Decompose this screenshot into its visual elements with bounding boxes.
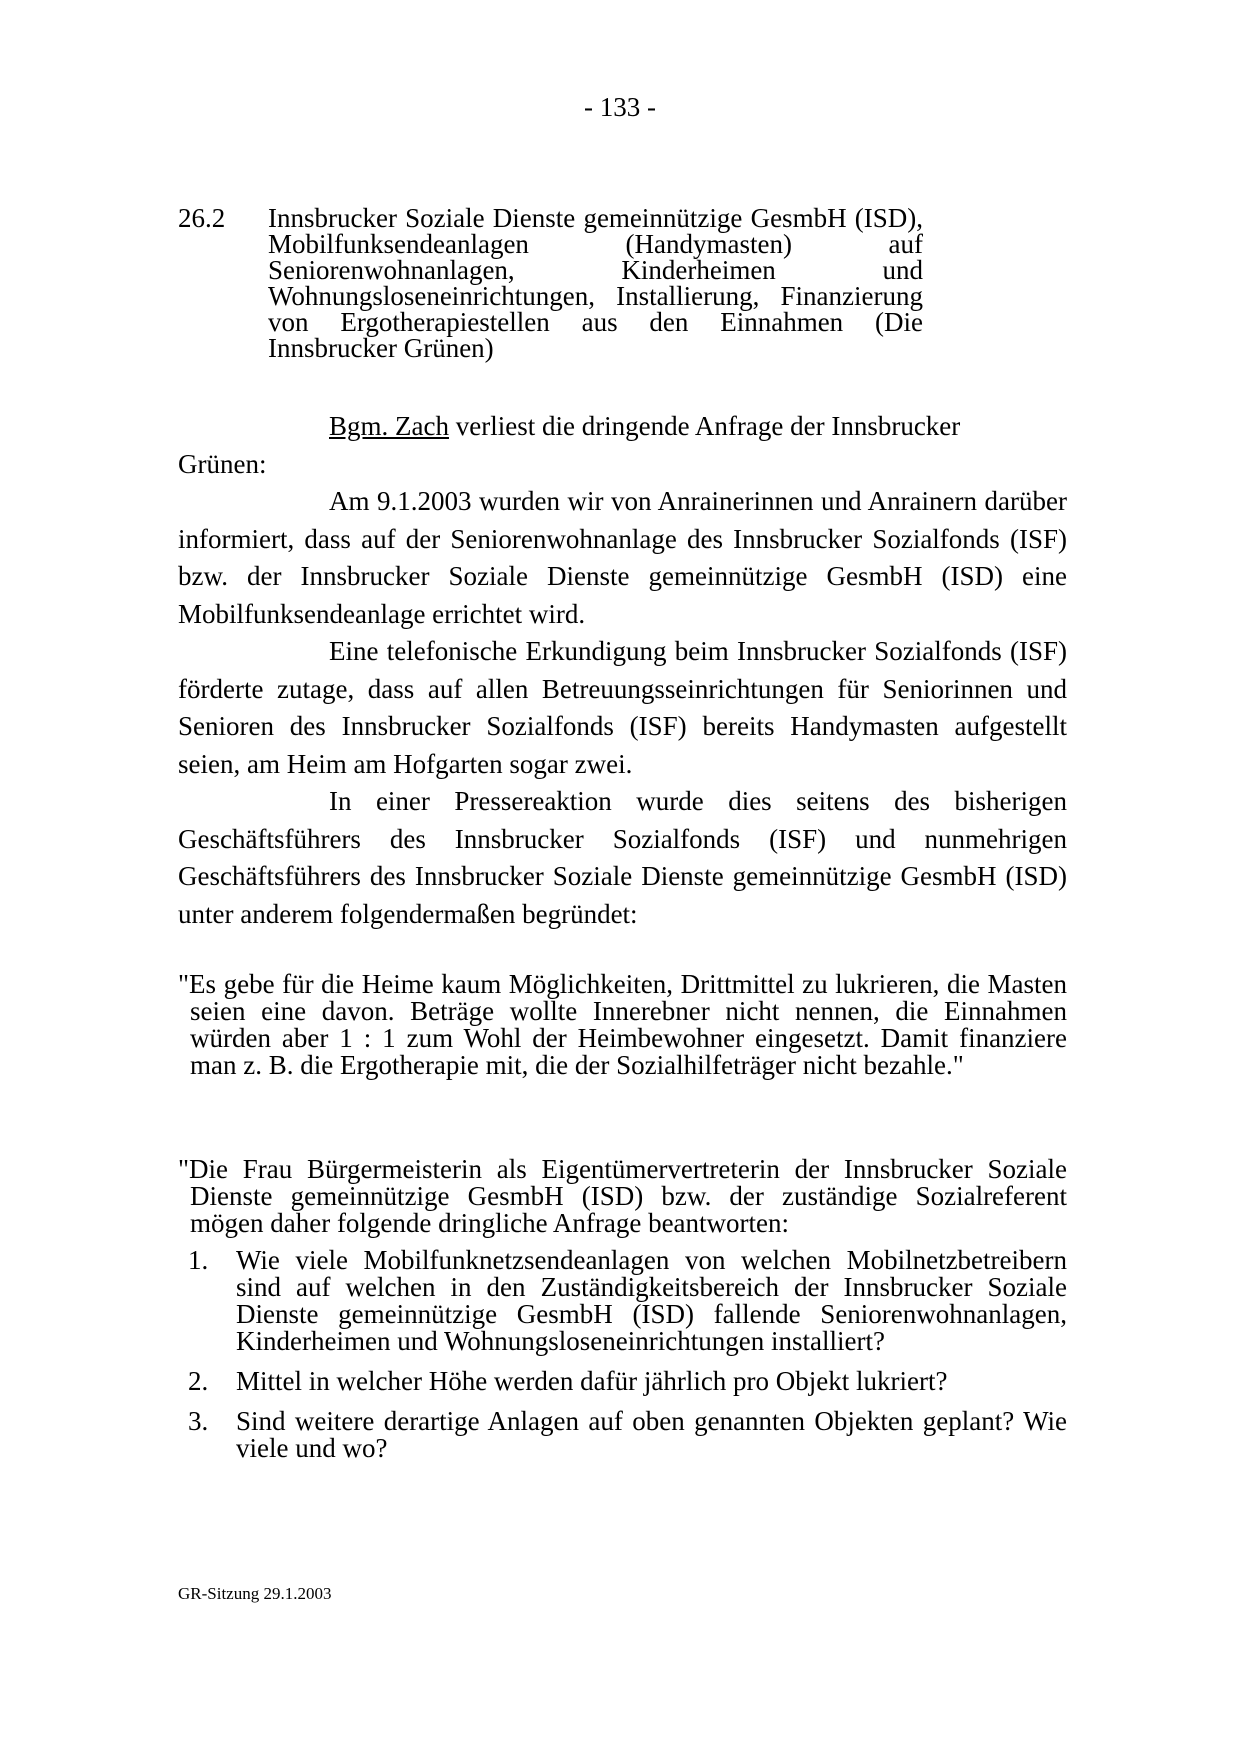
section-heading xyxy=(178,205,923,361)
speaker-name: Bgm. Zach xyxy=(329,411,449,441)
question-item xyxy=(178,1408,1067,1462)
intro-paragraph xyxy=(178,408,1067,446)
question-text: Sind weitere derartige Anlagen auf oben genannten Objekten geplant? Wie viele und wo? xyxy=(236,1406,1067,1463)
question-item xyxy=(178,1247,1067,1355)
question-number: 2. xyxy=(188,1366,209,1396)
question-text: Mittel in welcher Höhe werden dafür jährlich pro Objekt lukriert? xyxy=(236,1366,948,1396)
quote-text: "Es gebe für die Heime kaum Möglichkeiten, Drittmittel zu lukrieren, die Masten seien eine davon. Beträge wollte Innerebner nicht nennen, die Einnahmen würden aber 1 : 1 zum Wohl der Heimbewohner eingesetzt. Damit finanziere man z. B. die Ergotherapie mit, die der Sozialhilfeträger nicht bezahle." xyxy=(178,969,1067,1080)
footer-session-date: GR-Sitzung 29.1.2003 xyxy=(178,1584,332,1603)
question-number: 3. xyxy=(188,1406,209,1436)
page-number: - 133 - xyxy=(584,92,656,122)
intro-text: verliest die dringende Anfrage der Innsbrucker xyxy=(448,411,961,441)
body-text xyxy=(178,408,1067,933)
paragraph: In einer Pressereaktion wurde dies seitens des bisherigen Geschäftsführers des Innsbrucker Sozialfonds (ISF) und nunmehrigen Geschäftsführers des Innsbrucker Soziale Dienste gemeinnützige GesmbH (ISD) unter anderem folgendermaßen begründet: xyxy=(178,786,1067,929)
intro-continuation: Grünen: xyxy=(178,448,267,479)
section-title: Innsbrucker Soziale Dienste gemeinnützige GesmbH (ISD), Mobilfunksendeanlagen (Handymasten) auf Seniorenwohnanlagen, Kinderheimen und Wohnungsloseneinrichtungen, Installierung, Finanzierung von Ergotherapiestellen aus den Einnahmen (Die Innsbrucker Grünen) xyxy=(268,203,923,363)
section-number: 26.2 xyxy=(178,203,226,233)
quote-intro: "Die Frau Bürgermeisterin als Eigentümervertreterin der Innsbrucker Soziale Dienste gemeinnützige GesmbH (ISD) bzw. der zuständige Sozialreferent mögen daher folgende dringliche Anfrage beantworten: xyxy=(178,1154,1067,1238)
question-list xyxy=(178,1247,1067,1462)
question-number: 1. xyxy=(188,1245,209,1275)
question-item xyxy=(178,1368,1067,1395)
paragraph: Am 9.1.2003 wurden wir von Anrainerinnen und Anrainern darüber informiert, dass auf der Seniorenwohnanlage des Innsbrucker Sozialfonds (ISF) bzw. der Innsbrucker Soziale Dienste gemeinnützige GesmbH (ISD) eine Mobilfunksendeanlage errichtet wird. xyxy=(178,486,1067,629)
paragraph: Eine telefonische Erkundigung beim Innsbrucker Sozialfonds (ISF) förderte zutage, dass auf allen Betreuungsseinrichtungen für Seniorinnen und Senioren des Innsbrucker Sozialfonds (ISF) bereits Handymasten aufgestellt seien, am Heim am Hofgarten sogar zwei. xyxy=(178,636,1067,779)
quote-block-2 xyxy=(178,1156,1067,1475)
quote-block-1 xyxy=(178,971,1067,1079)
question-text: Wie viele Mobilfunknetzsendeanlagen von welchen Mobilnetzbetreibern sind auf welchen in den Zuständigkeitsbereich der Innsbrucker Soziale Dienste gemeinnützige GesmbH (ISD) fallende Seniorenwohnanlagen, Kinderheimen und Wohnungsloseneinrichtungen installiert? xyxy=(236,1245,1067,1356)
